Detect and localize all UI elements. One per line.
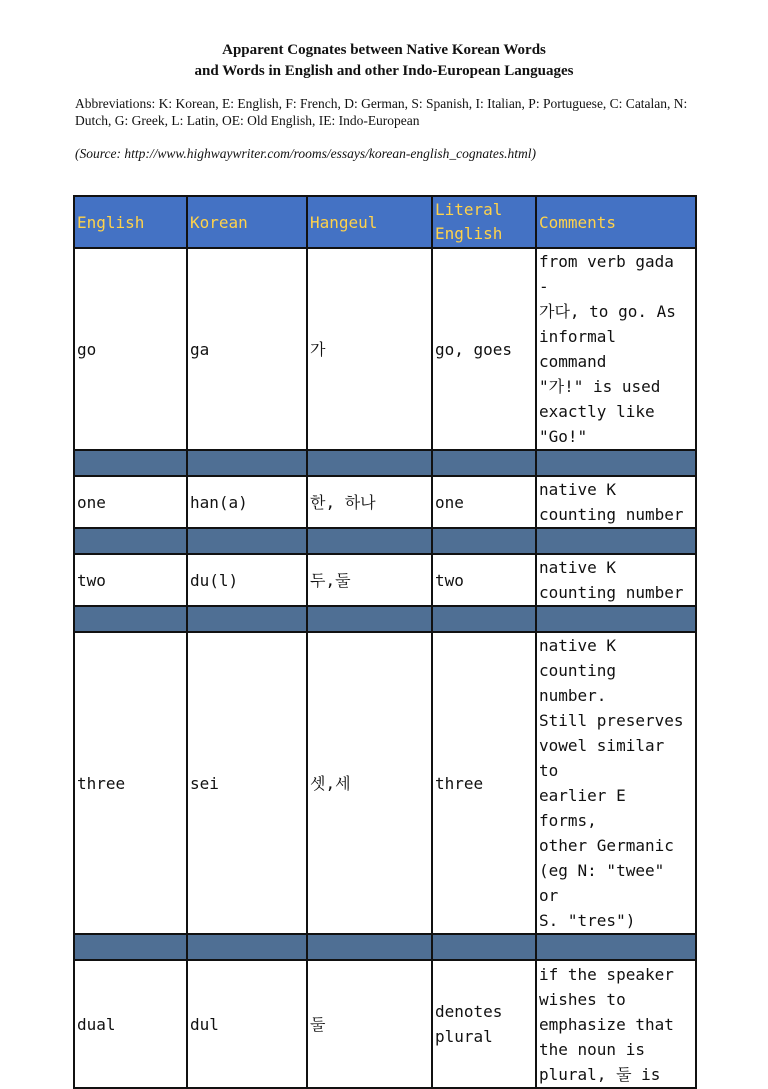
cell-english: dual	[74, 960, 187, 1088]
cell-hangeul: 한, 하나	[307, 476, 432, 528]
cell-comments: native K counting number	[536, 554, 696, 606]
cell-korean: ga	[187, 248, 307, 450]
column-header-korean: Korean	[187, 196, 307, 248]
table-spacer-row	[74, 934, 696, 960]
cell-english: three	[74, 632, 187, 934]
table-spacer-row	[74, 450, 696, 476]
cell-hangeul: 두,둘	[307, 554, 432, 606]
table-row	[74, 476, 696, 528]
cell-hangeul: 가	[307, 248, 432, 450]
table-row	[74, 960, 696, 1088]
column-header-english: English	[74, 196, 187, 248]
cell-english: two	[74, 554, 187, 606]
column-header-comments: Comments	[536, 196, 696, 248]
table-header-row	[74, 196, 696, 248]
cell-comments: native K counting number. Still preserves vowel similar to earlier E forms, other Germanic (eg N: "twee" or S. "tres")	[536, 632, 696, 934]
document-title-line-2: and Words in English and other Indo-European Languages	[194, 63, 574, 79]
cell-hangeul: 셋,세	[307, 632, 432, 934]
document-title-line-1: Apparent Cognates between Native Korean Words	[222, 42, 546, 58]
cell-korean: sei	[187, 632, 307, 934]
cognates-table	[73, 195, 697, 1089]
abbreviations-note: Abbreviations: K: Korean, E: English, F: French, D: German, S: Spanish, I: Italian, P: Portuguese, C: Catalan, N: Dutch, G: Greek, L: Latin, OE: Old English, IE: Indo-European	[75, 96, 688, 128]
table-spacer-row	[74, 528, 696, 554]
cell-literal-english: go, goes	[432, 248, 536, 450]
cell-literal-english: one	[432, 476, 536, 528]
cell-korean: du(l)	[187, 554, 307, 606]
source-note: (Source: http://www.highwaywriter.com/rooms/essays/korean-english_cognates.html)	[75, 146, 536, 161]
cell-korean: dul	[187, 960, 307, 1088]
cell-hangeul: 둘	[307, 960, 432, 1088]
table-row	[74, 632, 696, 934]
cell-comments: from verb gada - 가다, to go. As informal command "가!" is used exactly like "Go!"	[536, 248, 696, 450]
table-row	[74, 248, 696, 450]
column-header-hangeul: Hangeul	[307, 196, 432, 248]
cell-literal-english: denotes plural	[432, 960, 536, 1088]
column-header-literal-english: Literal English	[432, 196, 536, 248]
cell-english: go	[74, 248, 187, 450]
cell-comments: native K counting number	[536, 476, 696, 528]
table-spacer-row	[74, 606, 696, 632]
table-row	[74, 554, 696, 606]
cell-comments: if the speaker wishes to emphasize that the noun is plural, 둘 is	[536, 960, 696, 1088]
cell-literal-english: three	[432, 632, 536, 934]
cell-korean: han(a)	[187, 476, 307, 528]
cell-english: one	[74, 476, 187, 528]
cell-literal-english: two	[432, 554, 536, 606]
